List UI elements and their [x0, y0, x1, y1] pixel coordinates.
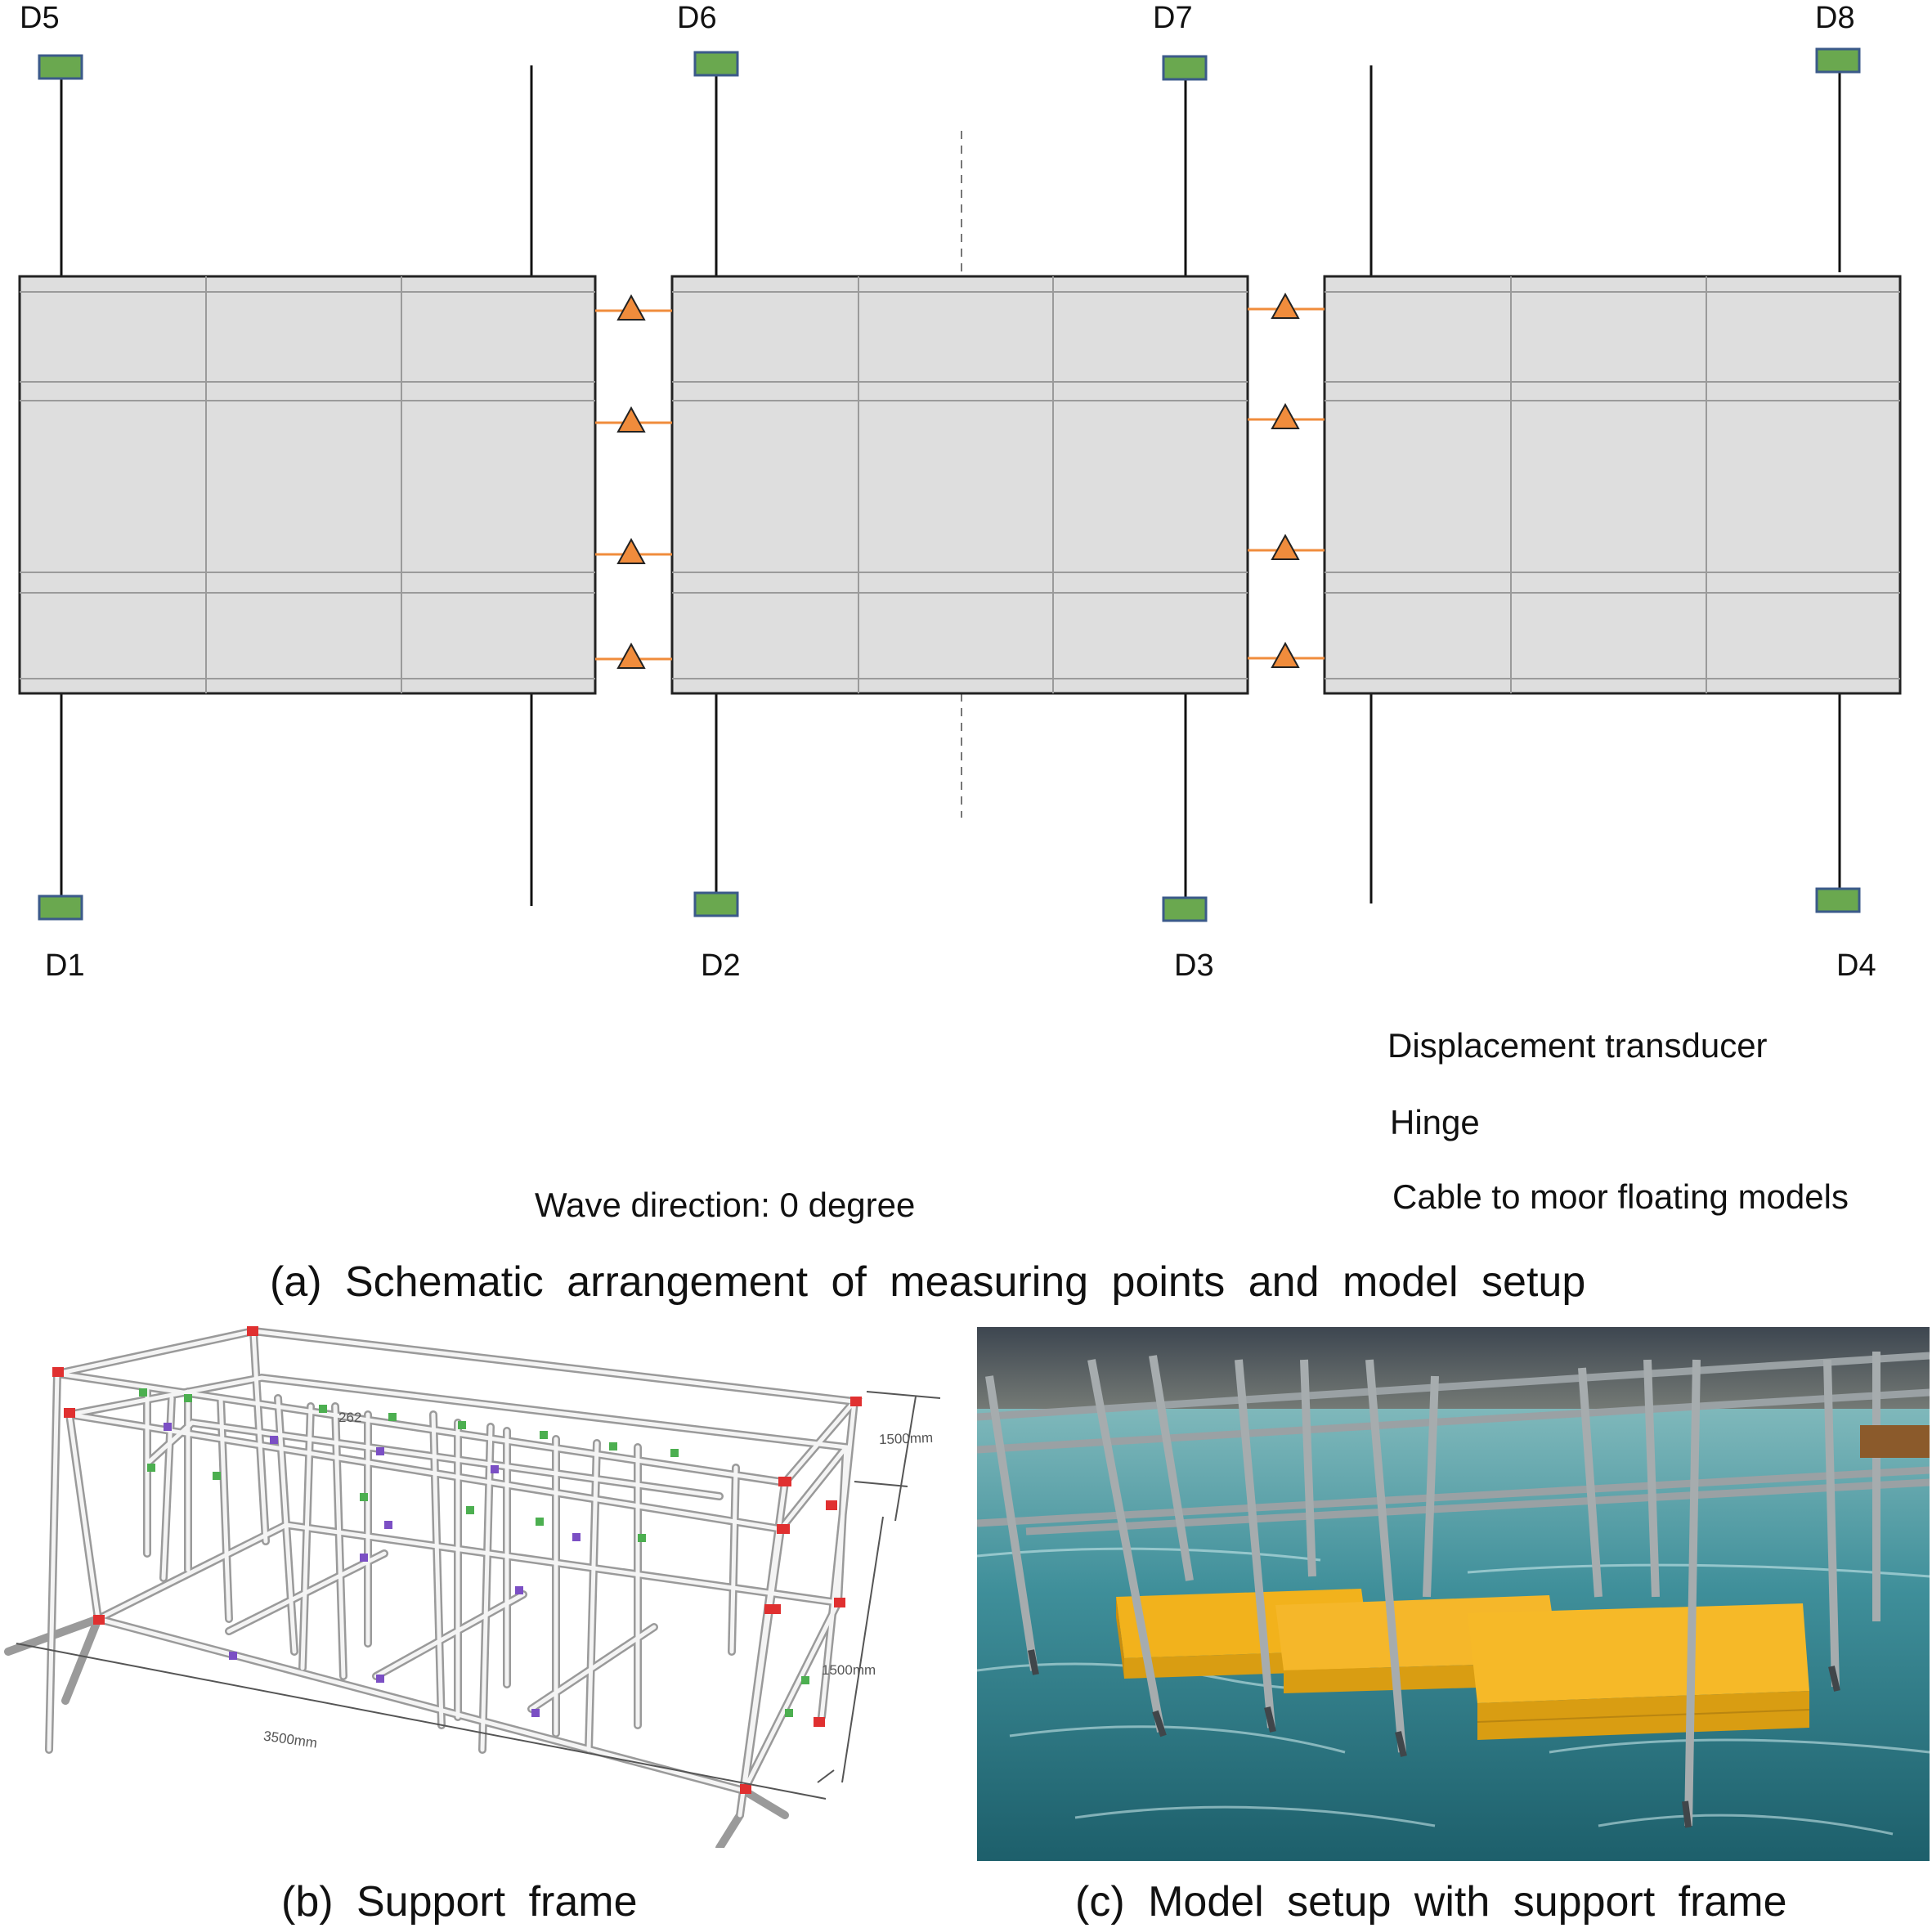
- floating-module-2: [672, 276, 1248, 693]
- cables-top: [61, 65, 1840, 276]
- transducer-icon-d5: [39, 56, 82, 78]
- hinge-icon: [1272, 643, 1298, 667]
- hinges-left: [595, 296, 672, 668]
- frame-dim-inner: 262: [338, 1410, 362, 1425]
- caption-b: (b) Support frame: [281, 1878, 638, 1926]
- hinges-right: [1248, 294, 1325, 667]
- transducer-icon-d2: [695, 893, 737, 916]
- frame-dim-length: 3500mm: [262, 1728, 319, 1751]
- transducer-icon-d4: [1817, 889, 1859, 912]
- transducer-icon-d8: [1817, 49, 1859, 72]
- model-setup-photo: [977, 1327, 1930, 1861]
- floating-module-3: [1325, 276, 1900, 693]
- transducer-icon-d3: [1163, 898, 1206, 921]
- floating-module-1: [20, 276, 595, 693]
- transducer-icon-d7: [1163, 56, 1206, 79]
- transducer-icon-d6: [695, 52, 737, 75]
- legend-hinge-label: Hinge: [1390, 1103, 1480, 1141]
- sensor-label-d1: D1: [45, 948, 85, 983]
- transducer-icon-d1: [39, 896, 82, 919]
- legend-transducer-label: Displacement transducer: [1387, 1026, 1768, 1065]
- hinge-icon: [1272, 536, 1298, 559]
- frame-dim-height-bottom: 1500mm: [822, 1662, 876, 1678]
- sensor-label-d8: D8: [1815, 1, 1855, 35]
- hinge-icon: [618, 644, 644, 668]
- hinge-icon: [1272, 405, 1298, 428]
- hinge-icon: [618, 540, 644, 563]
- cables-bottom: [61, 693, 1840, 906]
- sensor-label-d5: D5: [20, 1, 60, 35]
- hinge-icon: [1272, 294, 1298, 318]
- support-frame-drawing: [0, 1325, 957, 1848]
- caption-a: (a) Schematic arrangement of measuring points and model setup: [270, 1258, 1586, 1306]
- sensor-label-d4: D4: [1836, 948, 1876, 983]
- hinge-icon: [618, 408, 644, 432]
- legend-cable-label: Cable to moor floating models: [1392, 1177, 1849, 1216]
- caption-c: (c) Model setup with support frame: [1075, 1878, 1787, 1926]
- wave-direction-label: Wave direction: 0 degree: [535, 1186, 916, 1224]
- frame-dim-height-top: 1500mm: [878, 1429, 934, 1448]
- hinge-icon: [618, 296, 644, 320]
- sensor-label-d6: D6: [677, 1, 717, 35]
- sensor-label-d3: D3: [1174, 948, 1214, 983]
- sensor-label-d7: D7: [1153, 1, 1193, 35]
- sensor-label-d2: D2: [701, 948, 741, 983]
